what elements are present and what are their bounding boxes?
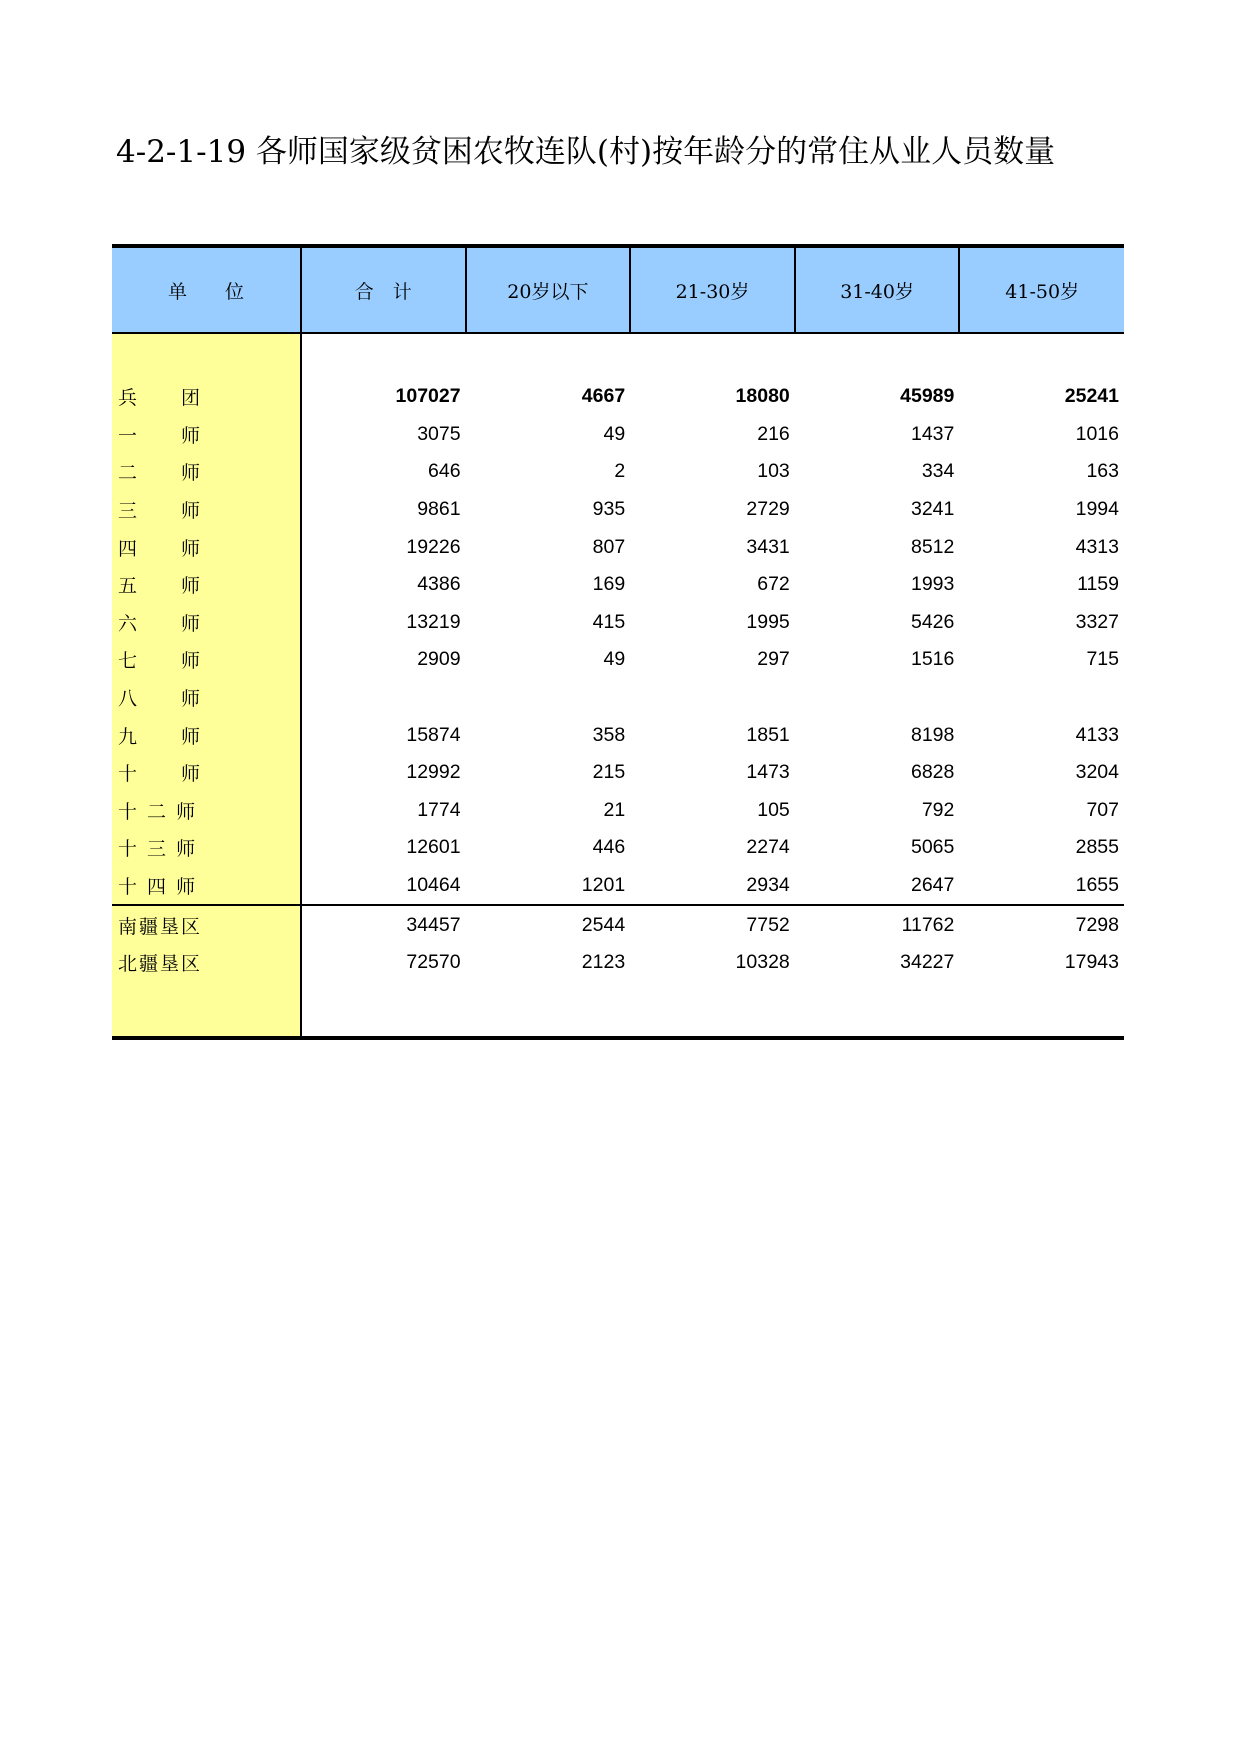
header-31-40: 31-40岁: [795, 246, 960, 333]
table-row: [112, 374, 1124, 416]
header-under-20: 20岁以下: [466, 246, 631, 333]
value-cell: 1851: [746, 723, 790, 746]
value-cell: 34457: [301, 905, 466, 944]
table-row: [112, 604, 1124, 642]
value-cell: 4133: [1075, 723, 1119, 746]
value-cell: 3241: [910, 498, 955, 521]
value-cell: 1201: [581, 874, 626, 897]
value-cell: 8512: [910, 535, 955, 558]
table-row: [112, 829, 1124, 867]
value-cell: [466, 679, 631, 717]
value-cell: 7752: [630, 905, 795, 944]
value-cell: 1993: [910, 573, 955, 596]
value-cell: 1016: [1075, 422, 1119, 445]
unit-cell: 十 师: [112, 754, 301, 792]
table-row: [112, 453, 1124, 491]
value-cell: 415: [592, 610, 626, 633]
value-cell: 169: [592, 573, 626, 596]
value-cell: 2909: [417, 648, 461, 671]
table-row: [112, 566, 1124, 604]
value-cell: 49: [603, 422, 626, 445]
unit-cell: 四 师: [112, 528, 301, 566]
unit-cell: 三 师: [112, 491, 301, 529]
value-cell: 935: [592, 498, 626, 521]
value-cell: 12992: [406, 761, 461, 784]
value-cell: 4386: [417, 573, 461, 596]
table-row: [112, 867, 1124, 906]
value-cell: 216: [757, 422, 790, 445]
table-row: [112, 905, 1124, 944]
table-row: [112, 679, 1124, 717]
value-cell: 4313: [1075, 535, 1119, 558]
value-cell: 707: [1086, 798, 1119, 821]
value-cell: 3204: [1075, 761, 1119, 784]
value-cell: 45989: [900, 385, 955, 408]
value-cell: 49: [603, 648, 626, 671]
unit-cell: 北疆垦区: [112, 944, 301, 982]
value-cell: 297: [757, 648, 790, 671]
data-table: [112, 244, 1124, 1040]
value-cell: 646: [428, 460, 461, 483]
value-cell: 672: [757, 573, 790, 596]
value-cell: 2729: [746, 498, 790, 521]
value-cell: 334: [921, 460, 955, 483]
table-row: [112, 944, 1124, 982]
value-cell: 2274: [746, 836, 790, 859]
value-cell: 10328: [735, 951, 790, 974]
value-cell: 2123: [581, 951, 626, 974]
spacer-row: [112, 982, 1124, 1038]
value-cell: 13219: [406, 610, 461, 633]
value-cell: 715: [1086, 648, 1119, 671]
value-cell: 2647: [910, 874, 955, 897]
value-cell: [630, 679, 795, 717]
table-row: [112, 641, 1124, 679]
table-row: [112, 416, 1124, 454]
value-cell: [959, 679, 1124, 717]
value-cell: 1774: [417, 798, 461, 821]
value-cell: 2934: [746, 874, 790, 897]
unit-cell: 南疆垦区: [112, 905, 301, 944]
value-cell: 15874: [406, 723, 461, 746]
table-row: [112, 792, 1124, 830]
value-cell: 215: [592, 761, 626, 784]
value-cell: 105: [757, 798, 790, 821]
value-cell: 3075: [417, 422, 461, 445]
value-cell: 807: [592, 535, 626, 558]
value-cell: 9861: [417, 498, 461, 521]
value-cell: 2855: [1075, 836, 1119, 859]
value-cell: 10464: [406, 874, 461, 897]
value-cell: 1473: [746, 761, 790, 784]
value-cell: 17943: [1064, 951, 1119, 974]
value-cell: 1159: [1077, 573, 1119, 596]
value-cell: 163: [1086, 460, 1119, 483]
value-cell: 107027: [395, 385, 461, 408]
value-cell: 1655: [1075, 874, 1119, 897]
unit-cell: [112, 333, 301, 374]
value-cell: 3327: [1075, 610, 1119, 633]
value-cell: 72570: [406, 951, 461, 974]
spacer-row: [112, 333, 1124, 374]
value-cell: 4667: [581, 385, 626, 408]
value-cell: [795, 679, 960, 717]
page-title: 4-2-1-19 各师国家级贫困农牧连队(村)按年龄分的常住从业人员数量: [116, 134, 1056, 170]
header-41-50: 41-50岁: [959, 246, 1124, 333]
value-cell: [301, 679, 466, 717]
value-cell: 5426: [910, 610, 955, 633]
value-cell: 34227: [900, 951, 955, 974]
table-row: [112, 528, 1124, 566]
unit-cell: 七 师: [112, 641, 301, 679]
unit-cell: 十 二 师: [112, 792, 301, 830]
value-cell: 2544: [466, 905, 631, 944]
value-cell: 8198: [910, 723, 955, 746]
header-21-30: 21-30岁: [630, 246, 795, 333]
value-cell: 358: [592, 723, 626, 746]
value-cell: 11762: [795, 905, 960, 944]
unit-cell: 二 师: [112, 453, 301, 491]
value-cell: 5065: [910, 836, 955, 859]
unit-cell: 十 三 师: [112, 829, 301, 867]
unit-cell: 兵 团: [112, 374, 301, 416]
value-cell: 3431: [746, 535, 790, 558]
header-unit: 单 位: [112, 246, 301, 333]
table-row: [112, 754, 1124, 792]
header-total: 合 计: [301, 246, 466, 333]
value-cell: 446: [592, 836, 626, 859]
value-cell: 12601: [406, 836, 461, 859]
value-cell: 1437: [910, 422, 955, 445]
unit-cell: 九 师: [112, 716, 301, 754]
value-cell: 1995: [746, 610, 790, 633]
value-cell: 2: [614, 460, 626, 483]
value-cell: 103: [757, 460, 790, 483]
unit-cell: [112, 982, 301, 1038]
table-row: [112, 716, 1124, 754]
unit-cell: 八 师: [112, 679, 301, 717]
table-row: [112, 491, 1124, 529]
value-cell: 1994: [1075, 498, 1119, 521]
value-cell: 7298: [959, 905, 1124, 944]
value-cell: 1516: [910, 648, 955, 671]
unit-cell: 六 师: [112, 604, 301, 642]
value-cell: 792: [921, 798, 955, 821]
header-row: [112, 246, 1124, 333]
value-cell: 25241: [1064, 385, 1119, 408]
unit-cell: 十 四 师: [112, 867, 301, 906]
value-cell: 19226: [406, 535, 461, 558]
value-cell: 18080: [735, 385, 790, 408]
value-cell: 21: [603, 798, 626, 821]
value-cell: 6828: [910, 761, 955, 784]
unit-cell: 一 师: [112, 416, 301, 454]
unit-cell: 五 师: [112, 566, 301, 604]
